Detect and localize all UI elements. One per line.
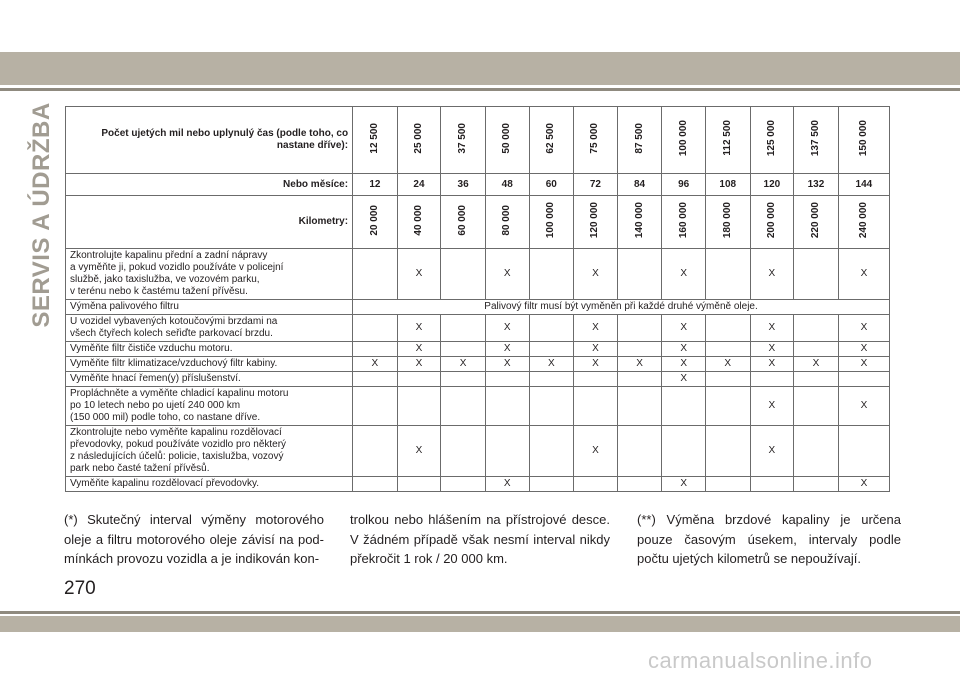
maintenance-schedule-table	[65, 106, 890, 492]
km-value: 40 000	[412, 204, 424, 236]
miles-header-cell	[794, 107, 839, 174]
schedule-cell: X	[353, 357, 398, 372]
schedule-cell	[617, 426, 662, 477]
km-header-cell	[574, 196, 618, 249]
schedule-cell: X	[838, 315, 889, 342]
schedule-cell: X	[662, 342, 706, 357]
table-row	[66, 372, 890, 387]
top-margin	[0, 0, 960, 52]
schedule-cell: X	[574, 426, 618, 477]
miles-value: 87 500	[633, 122, 645, 154]
schedule-cell: X	[441, 357, 486, 372]
schedule-cell	[794, 315, 839, 342]
schedule-cell	[662, 387, 706, 426]
km-value: 100 000	[545, 201, 557, 239]
schedule-cell: X	[750, 357, 794, 372]
schedule-cell	[529, 372, 574, 387]
schedule-cell: X	[485, 315, 529, 342]
schedule-cell: X	[397, 315, 441, 342]
km-value: 160 000	[677, 201, 689, 239]
schedule-cell: X	[794, 357, 839, 372]
schedule-cell: X	[838, 477, 889, 492]
schedule-cell: X	[485, 249, 529, 300]
miles-header-label: Počet ujetých mil nebo uplynulý čas (podle toho, co nastane dříve):	[66, 107, 353, 174]
months-value: 96	[662, 174, 706, 196]
miles-header-cell	[662, 107, 706, 174]
schedule-cell	[441, 387, 486, 426]
schedule-cell	[397, 372, 441, 387]
schedule-cell: X	[662, 372, 706, 387]
row-label: Vyměňte filtr čističe vzduchu motoru.	[66, 342, 353, 357]
schedule-cell	[617, 249, 662, 300]
schedule-cell	[705, 426, 750, 477]
schedule-cell: X	[485, 477, 529, 492]
km-header-cell	[750, 196, 794, 249]
km-value: 240 000	[857, 201, 869, 239]
miles-header-cell	[705, 107, 750, 174]
row-label: Vyměňte filtr klimatizace/vzduchový filtr kabiny.	[66, 357, 353, 372]
row-label: Propláchněte a vyměňte chladicí kapalinu motoru po 10 letech nebo po ujetí 240 000 km (150 000 mil) podle toho, co nastane dříve.	[66, 387, 353, 426]
schedule-cell	[750, 477, 794, 492]
km-value: 60 000	[457, 204, 469, 236]
km-header-cell	[441, 196, 486, 249]
schedule-cell	[485, 387, 529, 426]
schedule-cell: X	[750, 342, 794, 357]
miles-value: 50 000	[501, 122, 513, 154]
schedule-cell: X	[397, 249, 441, 300]
schedule-cell	[353, 372, 398, 387]
km-value: 80 000	[501, 204, 513, 236]
schedule-cell	[441, 315, 486, 342]
schedule-cell	[529, 315, 574, 342]
schedule-cell	[705, 315, 750, 342]
table-row	[66, 315, 890, 342]
km-value: 20 000	[368, 204, 380, 236]
schedule-cell: X	[617, 357, 662, 372]
schedule-cell	[705, 249, 750, 300]
schedule-cell: X	[662, 315, 706, 342]
months-value: 120	[750, 174, 794, 196]
miles-value: 125 000	[765, 119, 777, 157]
schedule-cell	[750, 372, 794, 387]
miles-header-cell	[441, 107, 486, 174]
header-row-months	[66, 174, 890, 196]
schedule-cell	[353, 426, 398, 477]
header-row-km	[66, 196, 890, 249]
schedule-cell: X	[838, 357, 889, 372]
schedule-cell	[441, 249, 486, 300]
schedule-cell: X	[574, 315, 618, 342]
schedule-cell	[529, 426, 574, 477]
miles-header-cell	[838, 107, 889, 174]
months-value: 84	[617, 174, 662, 196]
row-span-text: Palivový filtr musí být vyměněn při každé druhé výměně oleje.	[353, 300, 890, 315]
miles-value: 62 500	[545, 122, 557, 154]
row-label: Vyměňte hnací řemen(y) příslušenství.	[66, 372, 353, 387]
km-header-cell	[485, 196, 529, 249]
schedule-cell: X	[662, 477, 706, 492]
row-label: Zkontrolujte kapalinu přední a zadní nápravy a vyměňte ji, pokud vozidlo používáte v policejní službě, jako taxislužba, ve vozovém parku, v terénu nebo k častému tažení přívěsu.	[66, 249, 353, 300]
schedule-cell: X	[574, 249, 618, 300]
schedule-cell	[574, 372, 618, 387]
note-oil-interval-cont: trolkou nebo hlášením na přístrojové desce. V žádném případě však nesmí interval nikdy překročit 1 rok / 20 000 km.	[350, 512, 610, 566]
schedule-cell	[441, 477, 486, 492]
row-label: Výměna palivového filtru	[66, 300, 353, 315]
footer-rule	[0, 611, 960, 614]
schedule-cell	[794, 477, 839, 492]
table-row	[66, 357, 890, 372]
schedule-cell: X	[529, 357, 574, 372]
schedule-cell: X	[397, 426, 441, 477]
km-value: 220 000	[809, 201, 821, 239]
schedule-cell	[838, 426, 889, 477]
km-value: 180 000	[721, 201, 733, 239]
schedule-cell	[353, 249, 398, 300]
miles-header-cell	[485, 107, 529, 174]
table-row	[66, 300, 890, 315]
schedule-cell	[705, 342, 750, 357]
row-label: Vyměňte kapalinu rozdělovací převodovky.	[66, 477, 353, 492]
header-rule	[0, 88, 960, 91]
table-row	[66, 342, 890, 357]
table-row	[66, 426, 890, 477]
schedule-cell	[529, 249, 574, 300]
schedule-cell	[705, 477, 750, 492]
miles-header-cell	[750, 107, 794, 174]
miles-value: 150 000	[857, 119, 869, 157]
months-value: 72	[574, 174, 618, 196]
schedule-cell	[794, 372, 839, 387]
km-header-cell	[662, 196, 706, 249]
note-brake-fluid: (**) Výměna brzdové kapaliny je určena pouze časovým úsekem, intervaly podle počtu ujetých kilometrů se nepoužívají.	[637, 512, 901, 566]
schedule-cell: X	[397, 342, 441, 357]
schedule-cell	[441, 342, 486, 357]
months-value: 60	[529, 174, 574, 196]
schedule-cell	[794, 387, 839, 426]
schedule-cell	[662, 426, 706, 477]
months-value: 36	[441, 174, 486, 196]
schedule-cell: X	[574, 357, 618, 372]
km-value: 140 000	[633, 201, 645, 239]
miles-header-cell	[353, 107, 398, 174]
miles-value: 37 500	[457, 122, 469, 154]
km-header-cell	[397, 196, 441, 249]
schedule-cell: X	[397, 357, 441, 372]
watermark: carmanualsonline.info	[648, 648, 873, 673]
schedule-cell: X	[750, 249, 794, 300]
schedule-cell	[617, 372, 662, 387]
schedule-cell	[794, 249, 839, 300]
schedule-cell	[529, 342, 574, 357]
schedule-cell: X	[662, 249, 706, 300]
miles-value: 137 500	[809, 119, 821, 157]
schedule-cell	[441, 372, 486, 387]
km-value: 120 000	[589, 201, 601, 239]
schedule-cell	[794, 426, 839, 477]
km-header-cell	[529, 196, 574, 249]
schedule-cell	[485, 372, 529, 387]
schedule-cell	[794, 342, 839, 357]
schedule-cell	[574, 387, 618, 426]
km-header-cell	[705, 196, 750, 249]
schedule-cell	[617, 387, 662, 426]
section-side-title	[22, 102, 62, 328]
miles-value: 12 500	[368, 122, 380, 154]
schedule-cell	[529, 477, 574, 492]
schedule-cell	[441, 426, 486, 477]
footer-band	[0, 616, 960, 632]
km-value: 200 000	[765, 201, 777, 239]
miles-value: 100 000	[677, 119, 689, 157]
schedule-cell	[838, 372, 889, 387]
schedule-cell: X	[838, 249, 889, 300]
miles-header-cell	[529, 107, 574, 174]
months-value: 24	[397, 174, 441, 196]
months-header-label: Nebo měsíce:	[66, 174, 353, 196]
page-number: 270	[64, 578, 96, 599]
schedule-cell: X	[750, 387, 794, 426]
schedule-cell	[574, 477, 618, 492]
row-label: U vozidel vybavených kotoučovými brzdami na všech čtyřech kolech seřiďte parkovací brzdu.	[66, 315, 353, 342]
schedule-cell: X	[750, 426, 794, 477]
schedule-cell	[353, 342, 398, 357]
schedule-cell: X	[485, 357, 529, 372]
miles-header-cell	[617, 107, 662, 174]
schedule-cell: X	[838, 387, 889, 426]
schedule-cell	[617, 342, 662, 357]
miles-header-cell	[397, 107, 441, 174]
header-band	[0, 52, 960, 85]
table-row	[66, 477, 890, 492]
miles-header-cell	[574, 107, 618, 174]
schedule-cell	[397, 477, 441, 492]
miles-value: 75 000	[589, 122, 601, 154]
schedule-cell	[397, 387, 441, 426]
months-value: 108	[705, 174, 750, 196]
schedule-cell	[617, 315, 662, 342]
schedule-cell	[705, 387, 750, 426]
section-title-text: SERVIS A ÚDRŽBA	[28, 102, 55, 328]
months-value: 132	[794, 174, 839, 196]
schedule-cell: X	[838, 342, 889, 357]
months-value: 144	[838, 174, 889, 196]
miles-value: 112 500	[721, 120, 733, 156]
schedule-cell	[705, 372, 750, 387]
km-header-cell	[617, 196, 662, 249]
note-oil-interval: (*) Skutečný interval výměny motorového oleje a filtru motorového oleje závisí na pod-mínkách provozu vozidla a je indikován kon-	[64, 512, 324, 566]
km-header-label: Kilometry:	[66, 196, 353, 249]
km-header-cell	[838, 196, 889, 249]
months-value: 48	[485, 174, 529, 196]
schedule-cell	[353, 387, 398, 426]
schedule-cell: X	[705, 357, 750, 372]
schedule-cell	[617, 477, 662, 492]
schedule-cell: X	[485, 342, 529, 357]
schedule-cell: X	[662, 357, 706, 372]
months-value: 12	[353, 174, 398, 196]
table-row	[66, 387, 890, 426]
miles-value: 25 000	[412, 122, 424, 154]
schedule-cell	[529, 387, 574, 426]
schedule-cell	[485, 426, 529, 477]
schedule-cell	[353, 477, 398, 492]
table-row	[66, 249, 890, 300]
schedule-cell: X	[750, 315, 794, 342]
header-row-miles	[66, 107, 890, 174]
row-label: Zkontrolujte nebo vyměňte kapalinu rozdělovací převodovky, pokud používáte vozidlo pro některý z následujících účelů: policie, taxislužba, vozový park nebo časté tažení přívěsů.	[66, 426, 353, 477]
schedule-cell	[353, 315, 398, 342]
km-header-cell	[794, 196, 839, 249]
km-header-cell	[353, 196, 398, 249]
schedule-cell: X	[574, 342, 618, 357]
